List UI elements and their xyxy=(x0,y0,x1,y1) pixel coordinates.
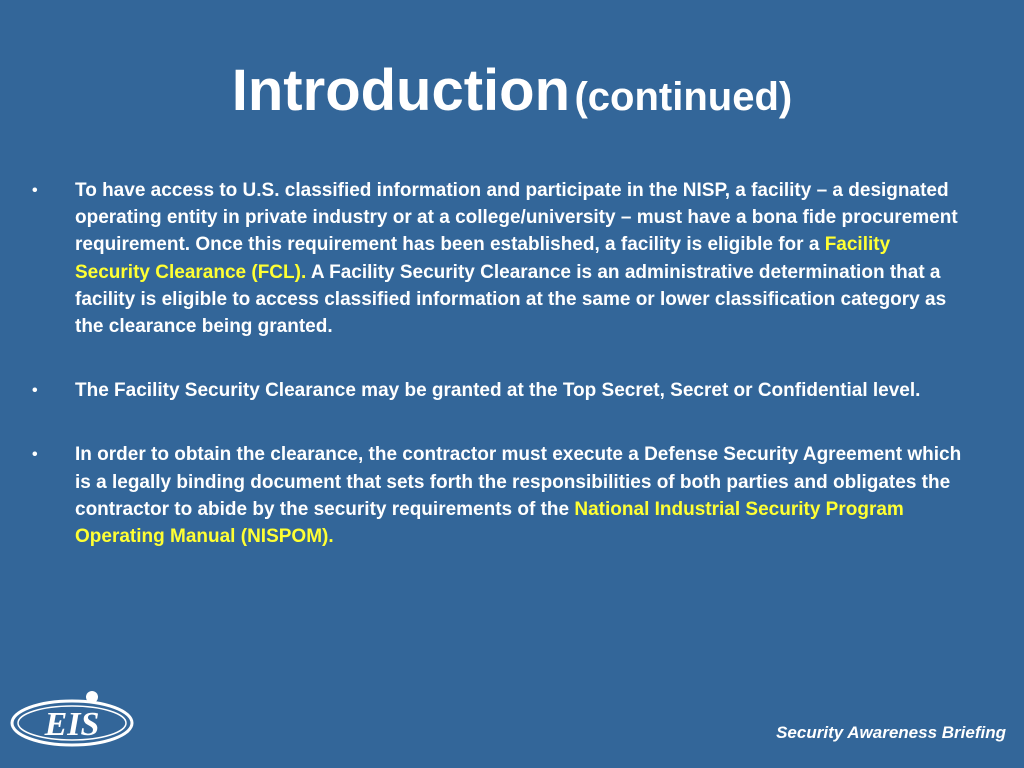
bullet-item xyxy=(32,377,967,404)
bullet-item xyxy=(32,441,967,550)
eis-logo xyxy=(8,688,138,754)
highlight-nispom: National Industrial Security Program Operating Manual (NISPOM). xyxy=(75,498,904,548)
title-sub: (continued) xyxy=(574,75,793,119)
logo-text: EIS xyxy=(44,706,100,743)
bullet-dot-icon: • xyxy=(32,182,38,199)
bullet-text: To have access to U.S. classified information and participate in the NISP, a facility – a designated operating entity in private industry or at a college/university – must have a bona fide procurement requirement. Once this requirement has been established, a facility is eligible for a xyxy=(75,180,958,256)
slide-title xyxy=(0,58,1024,123)
bullet-text-after: A Facility Security Clearance is an administrative determination that a facility is eligible to access classified information at the same or lower classification category as the clearance being granted. xyxy=(75,261,947,338)
bullet-text: In order to obtain the clearance, the contractor must execute a Defense Security Agreement which is a legally binding document that sets forth the responsibilities of both parties and obligates the contractor to abide by the security requirements of the xyxy=(75,444,962,520)
bullet-dot-icon: • xyxy=(32,382,38,400)
highlight-fcl: Facility Security Clearance (FCL). xyxy=(75,234,891,283)
title-main: Introduction xyxy=(231,58,571,123)
footer-text: Security Awareness Briefing xyxy=(776,723,1006,742)
bullet-dot-icon: • xyxy=(32,446,38,464)
bullet-text: The Facility Security Clearance may be granted at the Top Secret, Secret or Confidential level. xyxy=(75,380,921,402)
bullet-item xyxy=(32,177,967,340)
bullet-list xyxy=(32,177,967,587)
